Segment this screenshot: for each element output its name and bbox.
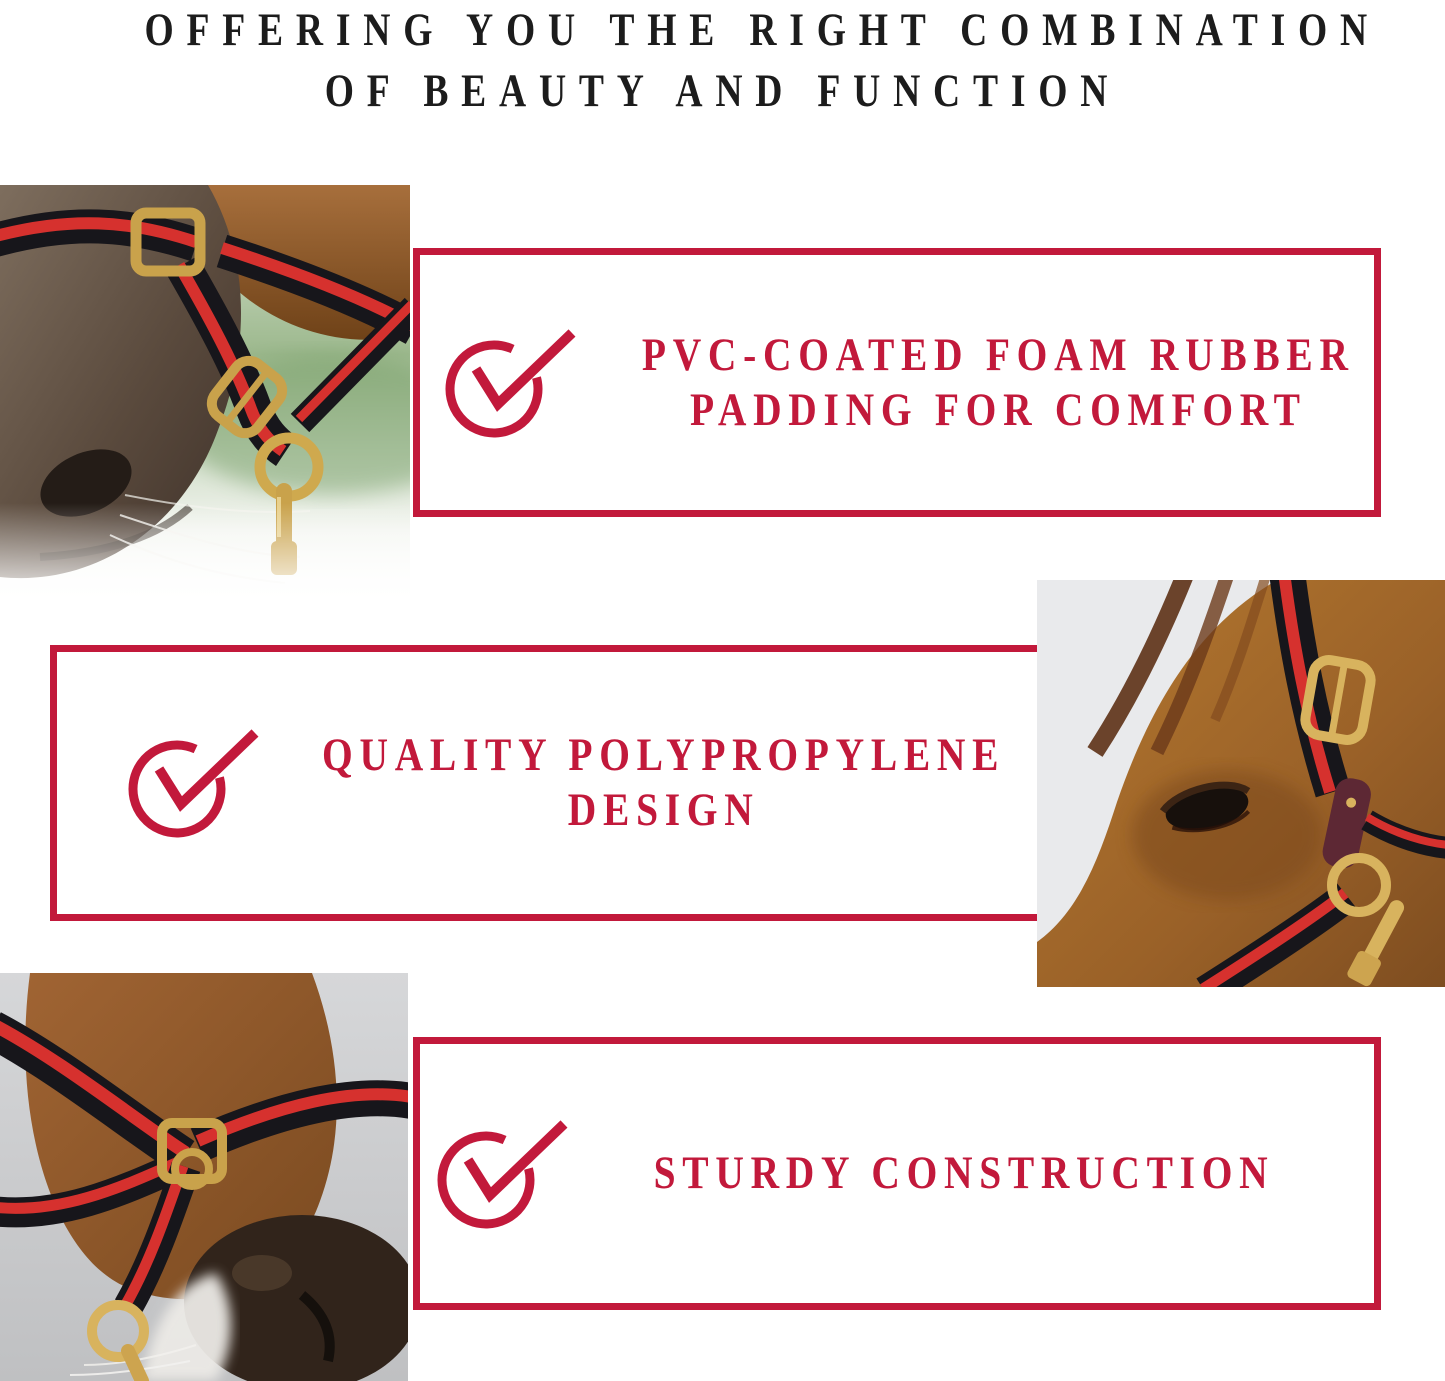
checkmark-circle-icon [129, 727, 257, 839]
title-line-2: OF BEAUTY AND FUNCTION [324, 65, 1121, 117]
feature-box-padding [413, 248, 1381, 517]
photo-horse-nose-halter-fitting [0, 973, 408, 1381]
feature-box-construction [413, 1037, 1381, 1310]
feature-text-padding [642, 328, 1355, 438]
feature-line: QUALITY POLYPROPYLENE [322, 729, 1006, 781]
feature-line: DESIGN [567, 784, 760, 836]
feature-text-polypropylene [322, 728, 1005, 838]
checkmark-circle-icon [446, 327, 574, 439]
feature-text-construction [630, 1146, 1299, 1201]
feature-line: PADDING FOR COMFORT [689, 383, 1307, 436]
feature-line: STURDY CONSTRUCTION [653, 1147, 1275, 1199]
feature-line: PVC-COATED FOAM RUBBER [641, 328, 1355, 381]
photo-horse-muzzle-halter-snap [0, 185, 410, 609]
photo-horse-eye-halter-buckle [1037, 580, 1445, 987]
checkmark-circle-icon [438, 1118, 566, 1230]
title-line-1: OFFERING YOU THE RIGHT COMBINATION [144, 4, 1380, 56]
page-title [0, 0, 1445, 122]
